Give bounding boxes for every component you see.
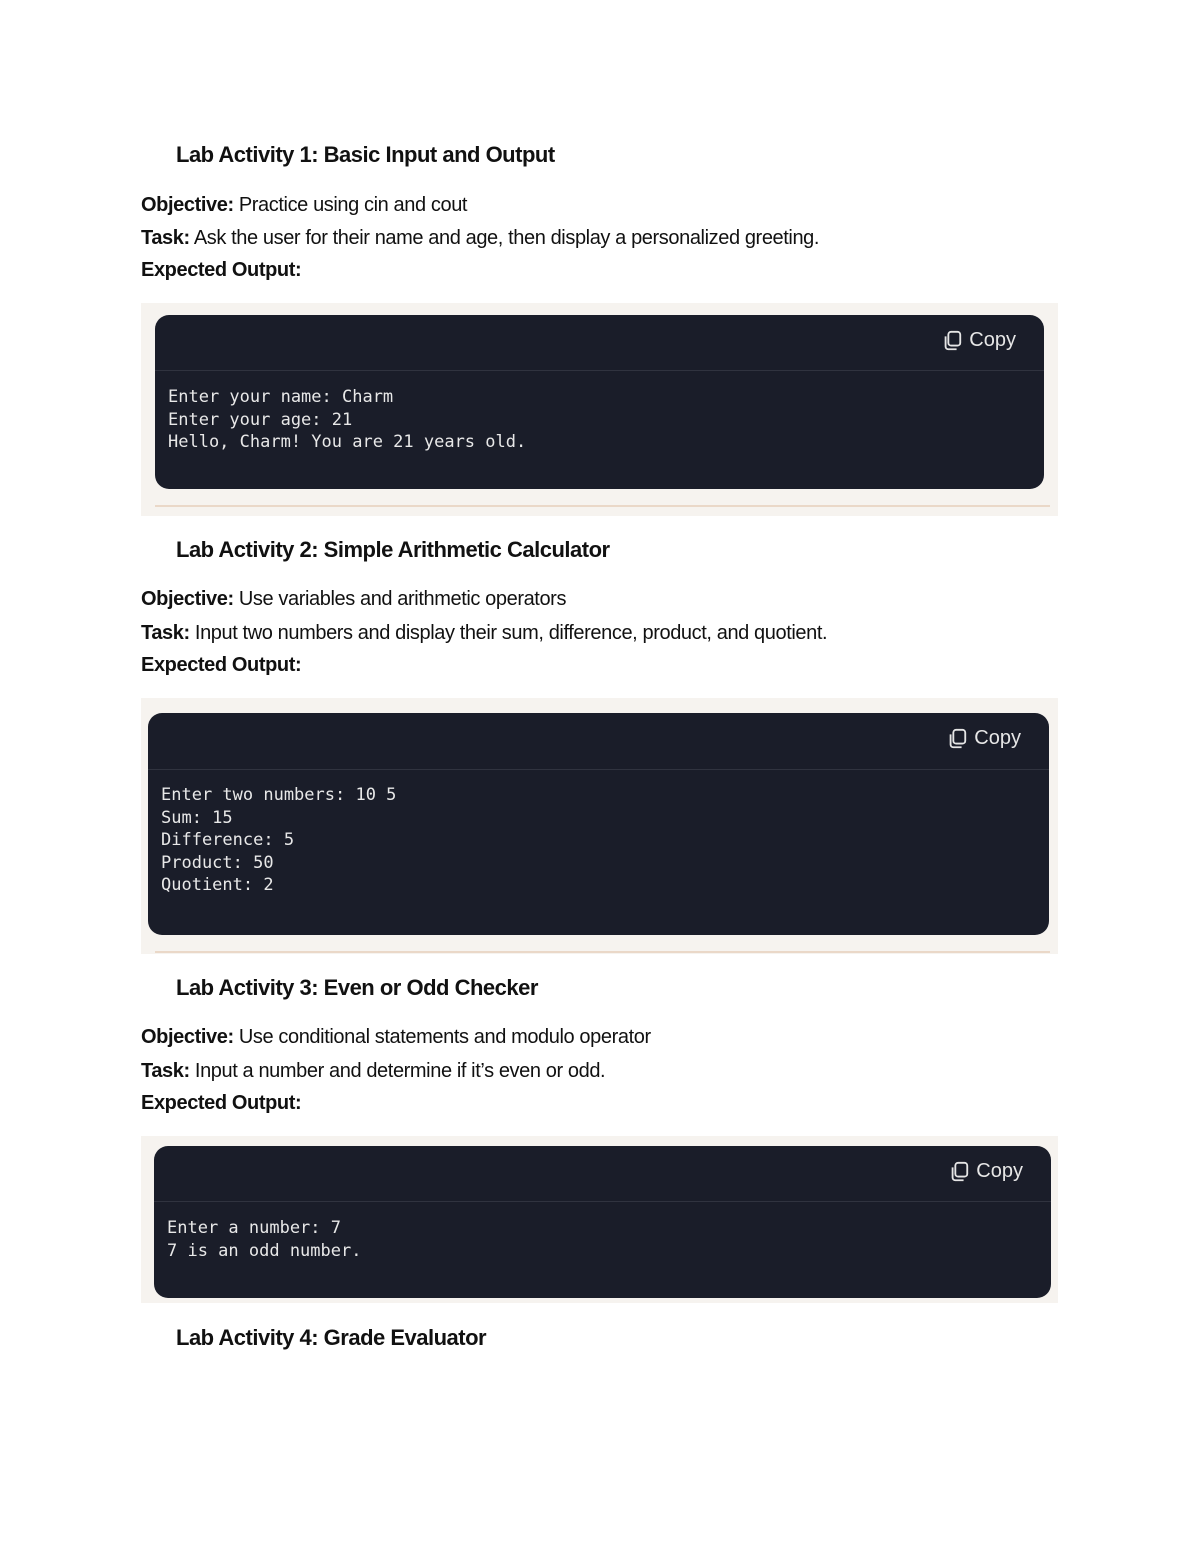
activity-1-heading: Lab Activity 1: Basic Input and Output [176,142,555,167]
activity-3-expected-label [141,1092,301,1115]
copy-label: Copy [969,329,1016,351]
activity-2-task [141,622,827,645]
expected-output-label: Expected Output: [141,1092,302,1114]
divider [154,1201,1051,1202]
code-output: Enter two numbers: 10 5 Sum: 15 Difference: 5 Product: 50 Quotient: 2 [161,785,397,895]
objective-label: Objective: [141,588,234,610]
divider [148,769,1049,770]
activity-1-expected-label [141,259,301,282]
task-label: Task: [141,1060,190,1082]
activity-1-objective [141,194,467,217]
code-output: Enter a number: 7 7 is an odd number. [167,1218,362,1261]
expected-output-label: Expected Output: [141,654,302,676]
task-label: Task: [141,227,190,249]
copy-button[interactable] [946,727,1021,750]
activity-2-heading: Lab Activity 2: Simple Arithmetic Calculator [176,537,610,562]
code-panel-2 [141,698,1058,954]
code-panel-1 [141,303,1058,516]
copy-label: Copy [976,1160,1023,1182]
objective-text: Practice using cin and cout [233,194,468,216]
task-text: Input a number and determine if it’s even or odd. [189,1060,606,1082]
copy-icon [946,728,968,750]
code-block-3 [154,1146,1051,1298]
copy-icon [941,330,963,352]
activity-2-expected-label [141,654,301,677]
copy-button[interactable] [948,1160,1023,1183]
activity-2-objective [141,588,566,611]
divider-rule [155,505,1050,507]
activity-1-task [141,227,819,250]
divider-rule [155,951,1050,953]
copy-button[interactable] [941,329,1016,352]
code-panel-3 [141,1136,1058,1303]
objective-label: Objective: [141,1026,234,1048]
activity-3-heading: Lab Activity 3: Even or Odd Checker [176,975,538,1000]
activity-4-heading: Lab Activity 4: Grade Evaluator [176,1325,487,1350]
objective-label: Objective: [141,194,234,216]
code-block-1 [155,315,1044,489]
task-text: Ask the user for their name and age, then display a personalized greeting. [189,227,820,249]
code-block-2 [148,713,1049,935]
expected-output-label: Expected Output: [141,259,302,281]
objective-text: Use variables and arithmetic operators [233,588,567,610]
code-output: Enter your name: Charm Enter your age: 21 Hello, Charm! You are 21 years old. [168,387,527,452]
activity-3-task [141,1060,605,1083]
task-label: Task: [141,622,190,644]
copy-label: Copy [974,727,1021,749]
copy-icon [948,1161,970,1183]
activity-3-objective [141,1026,651,1049]
objective-text: Use conditional statements and modulo operator [233,1026,651,1048]
task-text: Input two numbers and display their sum, difference, product, and quotient. [189,622,828,644]
divider [155,370,1044,371]
